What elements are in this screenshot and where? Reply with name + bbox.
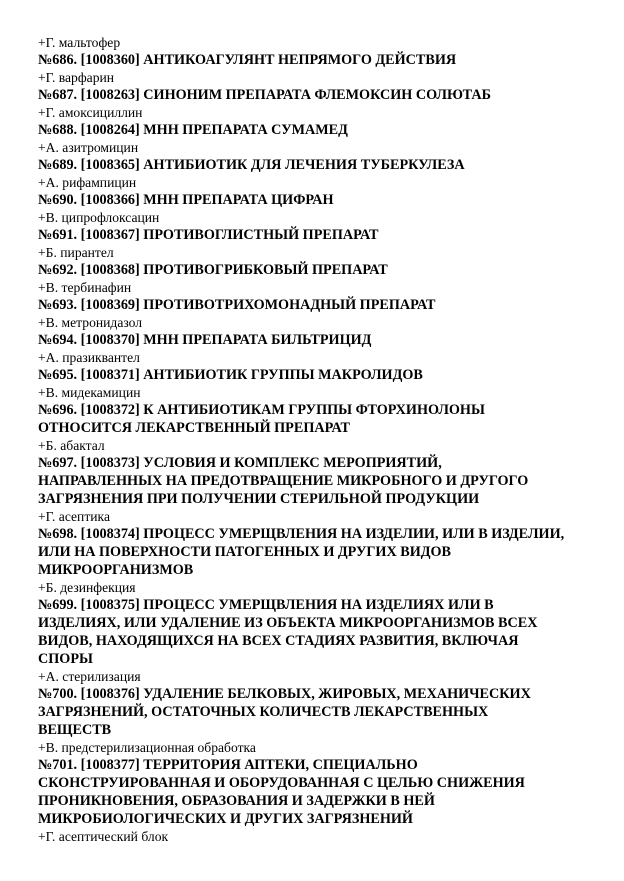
question-line: СПОРЫ: [38, 651, 93, 667]
question-line: НАПРАВЛЕННЫХ НА ПРЕДОТВРАЩЕНИЕ МИКРОБНОГО И ДРУГОГО: [38, 473, 529, 489]
question-line: №691. [1008367] ПРОТИВОГЛИСТНЫЙ ПРЕПАРАТ: [38, 227, 379, 243]
answer-line: +Г. варфарин: [38, 70, 115, 85]
question-line: №697. [1008373] УСЛОВИЯ И КОМПЛЕКС МЕРОПРИЯТИЙ,: [38, 455, 442, 471]
question-line: ИЗДЕЛИЯХ, ИЛИ УДАЛЕНИЕ ИЗ ОБЪЕКТА МИКРООРГАНИЗМОВ ВСЕХ: [38, 615, 538, 631]
answer-line: +А. рифампицин: [38, 175, 137, 190]
question-line: МИКРОБИОЛОГИЧЕСКИХ И ДРУГИХ ЗАГРЯЗНЕНИЙ: [38, 811, 413, 827]
answer-line: +В. ципрофлоксацин: [38, 210, 160, 225]
answer-line: +В. мидекамицин: [38, 385, 141, 400]
question-line: №690. [1008366] МНН ПРЕПАРАТА ЦИФРАН: [38, 192, 334, 208]
answer-line: +Г. асептика: [38, 509, 110, 524]
question-line: ЗАГРЯЗНЕНИЯ ПРИ ПОЛУЧЕНИИ СТЕРИЛЬНОЙ ПРОДУКЦИИ: [38, 491, 480, 507]
answer-line: +А. азитромицин: [38, 140, 139, 155]
answer-line: +Б. абактал: [38, 438, 105, 453]
answer-line: +Б. дезинфекция: [38, 580, 136, 595]
answer-line: +В. предстерилизационная обработка: [38, 740, 256, 755]
answer-line: +В. метронидазол: [38, 315, 143, 330]
question-line: ПРОНИКНОВЕНИЯ, ОБРАЗОВАНИЯ И ЗАДЕРЖКИ В НЕЙ: [38, 793, 435, 809]
question-line: ЗАГРЯЗНЕНИЙ, ОСТАТОЧНЫХ КОЛИЧЕСТВ ЛЕКАРСТВЕННЫХ: [38, 704, 489, 720]
question-line: ВЕЩЕСТВ: [38, 722, 112, 738]
question-line: №688. [1008264] МНН ПРЕПАРАТА СУМАМЕД: [38, 122, 348, 138]
answer-line: +А. стерилизация: [38, 669, 141, 684]
question-line: №698. [1008374] ПРОЦЕСС УМЕРЩВЛЕНИЯ НА ИЗДЕЛИИ, ИЛИ В ИЗДЕЛИИ,: [38, 526, 565, 542]
answer-line: +В. тербинафин: [38, 280, 132, 295]
question-line: №693. [1008369] ПРОТИВОТРИХОМОНАДНЫЙ ПРЕПАРАТ: [38, 297, 436, 313]
question-line: №686. [1008360] АНТИКОАГУЛЯНТ НЕПРЯМОГО ДЕЙСТВИЯ: [38, 52, 457, 68]
question-line: №687. [1008263] СИНОНИМ ПРЕПАРАТА ФЛЕМОКСИН СОЛЮТАБ: [38, 87, 492, 103]
answer-line: +Г. асептический блок: [38, 829, 169, 844]
answer-line: +А. празиквантел: [38, 350, 140, 365]
question-line: ИЛИ НА ПОВЕРХНОСТИ ПАТОГЕННЫХ И ДРУГИХ ВИДОВ: [38, 544, 452, 560]
answer-line: +Б. пирантел: [38, 245, 114, 260]
answer-line: +Г. амоксициллин: [38, 105, 143, 120]
question-line: №695. [1008371] АНТИБИОТИК ГРУППЫ МАКРОЛИДОВ: [38, 367, 423, 383]
question-line: ОТНОСИТСЯ ЛЕКАРСТВЕННЫЙ ПРЕПАРАТ: [38, 420, 350, 436]
answer-line: +Г. мальтофер: [38, 35, 121, 50]
question-line: СКОНСТРУИРОВАННАЯ И ОБОРУДОВАННАЯ С ЦЕЛЬЮ СНИЖЕНИЯ: [38, 775, 525, 791]
question-line: №689. [1008365] АНТИБИОТИК ДЛЯ ЛЕЧЕНИЯ ТУБЕРКУЛЕЗА: [38, 157, 465, 173]
question-line: №696. [1008372] К АНТИБИОТИКАМ ГРУППЫ ФТОРХИНОЛОНЫ: [38, 402, 485, 418]
question-line: ВИДОВ, НАХОДЯЩИХСЯ НА ВСЕХ СТАДИЯХ РАЗВИТИЯ, ВКЛЮЧАЯ: [38, 633, 519, 649]
question-line: №699. [1008375] ПРОЦЕСС УМЕРЩВЛЕНИЯ НА ИЗДЕЛИЯХ ИЛИ В: [38, 597, 494, 613]
question-line: №701. [1008377] ТЕРРИТОРИЯ АПТЕКИ, СПЕЦИАЛЬНО: [38, 757, 418, 773]
question-line: №700. [1008376] УДАЛЕНИЕ БЕЛКОВЫХ, ЖИРОВЫХ, МЕХАНИЧЕСКИХ: [38, 686, 531, 702]
question-line: МИКРООРГАНИЗМОВ: [38, 562, 194, 578]
question-line: №694. [1008370] МНН ПРЕПАРАТА БИЛЬТРИЦИД: [38, 332, 372, 348]
question-line: №692. [1008368] ПРОТИВОГРИБКОВЫЙ ПРЕПАРАТ: [38, 262, 388, 278]
